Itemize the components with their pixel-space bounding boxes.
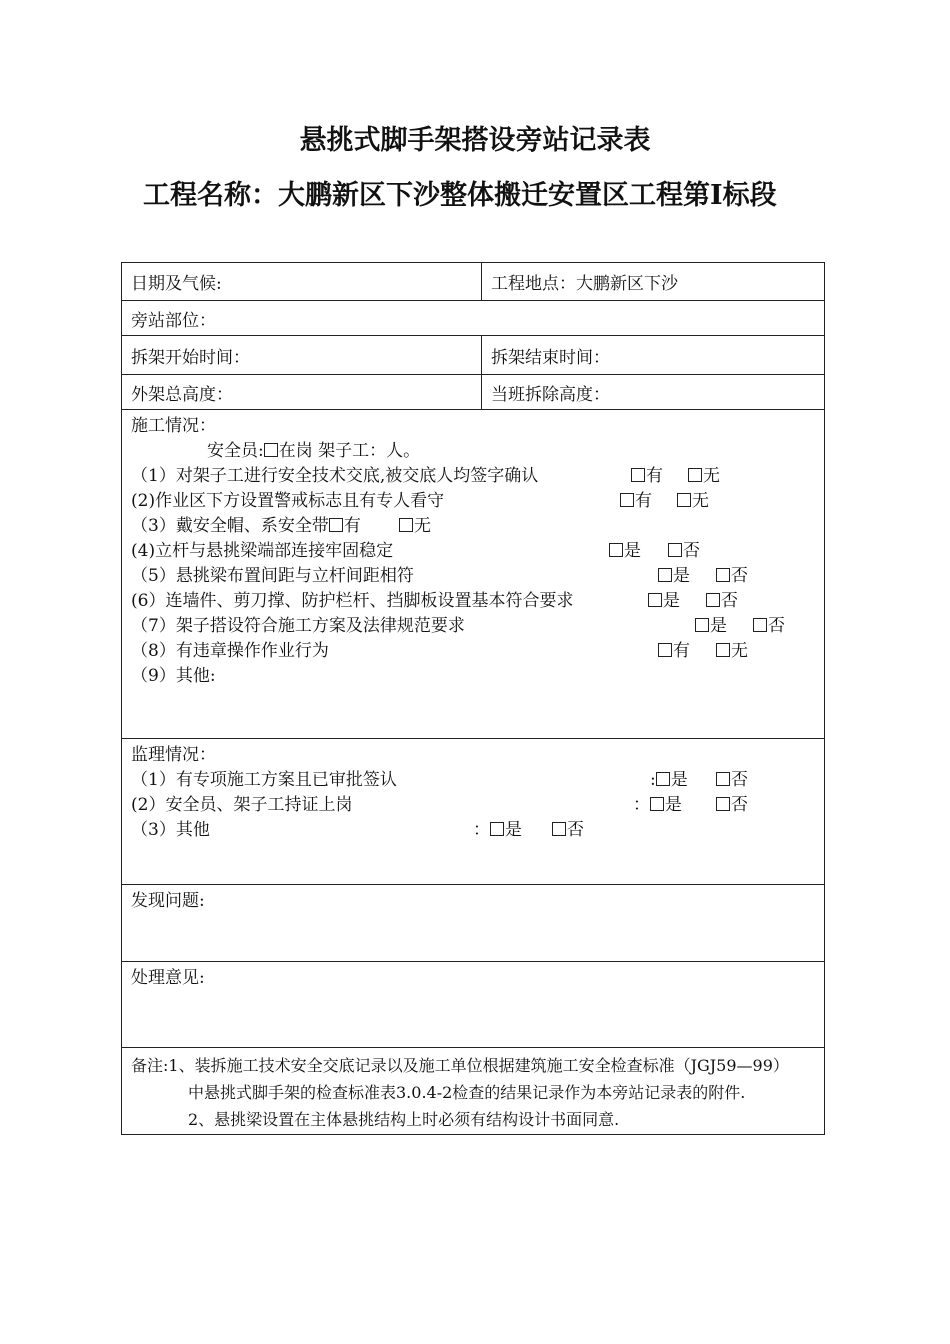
handling-label: 处理意见: [131,968,205,988]
option-no: 否 [716,793,748,818]
remark-line-1: 备注:1、装拆施工技术安全交底记录以及施工单位根据建筑施工安全检查标准（JGJ59—99） [131,1056,789,1075]
checkbox[interactable] [677,493,691,507]
checkbox[interactable] [490,822,504,836]
checkbox[interactable] [688,468,702,482]
option-no: 否 [552,818,584,843]
checkbox[interactable] [658,568,672,582]
check-item [131,564,815,589]
checkbox[interactable] [706,593,720,607]
option-yes: 是 [695,614,727,639]
record-table [121,262,825,1135]
option-yes: 是 [609,539,641,564]
item-text: （5）悬挑梁布置间距与立杆间距相符 [131,566,414,586]
option-yes: 有 [631,464,663,489]
checkbox[interactable] [650,797,664,811]
supervision-section [122,739,825,885]
check-item [131,614,815,639]
item-text: (6）连墙件、剪刀撑、防护栏杆、挡脚板设置基本符合要求 [131,591,574,611]
problems-label: 发现问题: [131,891,205,911]
option-no: 无 [688,464,720,489]
other-item: （9）其他: [131,666,216,686]
option-no: 无 [399,514,431,539]
staff-label: 安全员: [207,441,264,461]
check-item [131,639,815,664]
item-text: （1）有专项施工方案且已审批签认 [131,770,397,790]
check-item [131,539,815,564]
checkbox[interactable] [753,618,767,632]
item-text: （3）戴安全帽、系安全带 [131,516,329,536]
check-item [131,818,815,843]
checkbox[interactable] [668,543,682,557]
checkbox[interactable] [609,543,623,557]
checkbox[interactable] [620,493,634,507]
item-text: （8）有违章操作作业行为 [131,641,329,661]
staff-line [131,439,815,464]
shift-height-cell: 当班拆除高度： [482,375,825,410]
item-text: (4)立杆与悬挑梁端部连接牢固稳定 [131,541,394,561]
option-yes: ： 是 [473,820,522,840]
checkbox[interactable] [716,797,730,811]
date-weather-cell: 日期及气候: [122,263,482,301]
construction-section [122,410,825,739]
item-text: （1）对架子工进行安全技术交底,被交底人均签字确认 [131,466,539,486]
item-text: (2)作业区下方设置警戒标志且有专人看守 [131,491,445,511]
option-yes: 是 [648,589,680,614]
check-item [131,464,815,489]
checkbox[interactable] [716,568,730,582]
checkbox[interactable] [716,643,730,657]
checkbox[interactable] [658,643,672,657]
checkbox[interactable] [264,443,278,457]
checkbox[interactable] [716,772,730,786]
remark-line-2: 中悬挑式脚手架的检查标准表3.0.4-2检查的结果记录作为本旁站记录表的附件. [188,1083,746,1102]
item-text: （3）其他 [131,820,210,840]
remarks-section [122,1048,825,1135]
remark-line-3: 2、悬挑梁设置在主体悬挑结构上时必须有结构设计书面同意. [188,1110,620,1129]
check-item [131,514,815,539]
option-yes: 是 [658,564,690,589]
worker-label: 架子工：人。 [318,441,421,461]
item-text: （7）架子搭设符合施工方案及法律规范要求 [131,616,465,636]
option-no: 无 [677,489,709,514]
option-no: 否 [668,539,700,564]
location-cell: 工程地点：大鹏新区下沙 [482,263,825,301]
option-no: 否 [706,589,738,614]
start-time-cell: 拆架开始时间： [122,336,482,375]
handling-section [122,962,825,1048]
checkbox[interactable] [399,518,413,532]
problems-section [122,885,825,962]
option-yes: 有 [620,489,652,514]
option-yes: ： 是 [633,795,682,815]
option-no: 否 [716,564,748,589]
checkbox[interactable] [648,593,662,607]
site-part-cell: 旁站部位： [122,301,825,336]
checkbox[interactable] [329,518,343,532]
option-no: 否 [753,614,785,639]
option-no: 无 [716,639,748,664]
supervision-heading: 监理情况： [131,745,216,765]
item-text: (2）安全员、架子工持证上岗 [131,795,353,815]
check-item [131,589,815,614]
on-duty-label: 在岗 [278,441,313,461]
project-name: 工程名称：大鹏新区下沙整体搬迁安置区工程第Ⅰ标段 [143,180,777,211]
checkbox[interactable] [552,822,566,836]
form-title: 悬挑式脚手架搭设旁站记录表 [299,125,651,156]
checkbox[interactable] [631,468,645,482]
option-yes: : 是 [650,770,688,790]
option-yes: 有 [658,639,690,664]
option-yes-label: 有 [343,516,361,536]
end-time-cell: 拆架结束时间： [482,336,825,375]
check-item [131,768,815,793]
total-height-cell: 外架总高度： [122,375,482,410]
option-no: 否 [716,768,748,793]
check-item [131,793,815,818]
checkbox[interactable] [656,772,670,786]
construction-heading: 施工情况： [131,416,216,436]
check-item [131,489,815,514]
checkbox[interactable] [695,618,709,632]
